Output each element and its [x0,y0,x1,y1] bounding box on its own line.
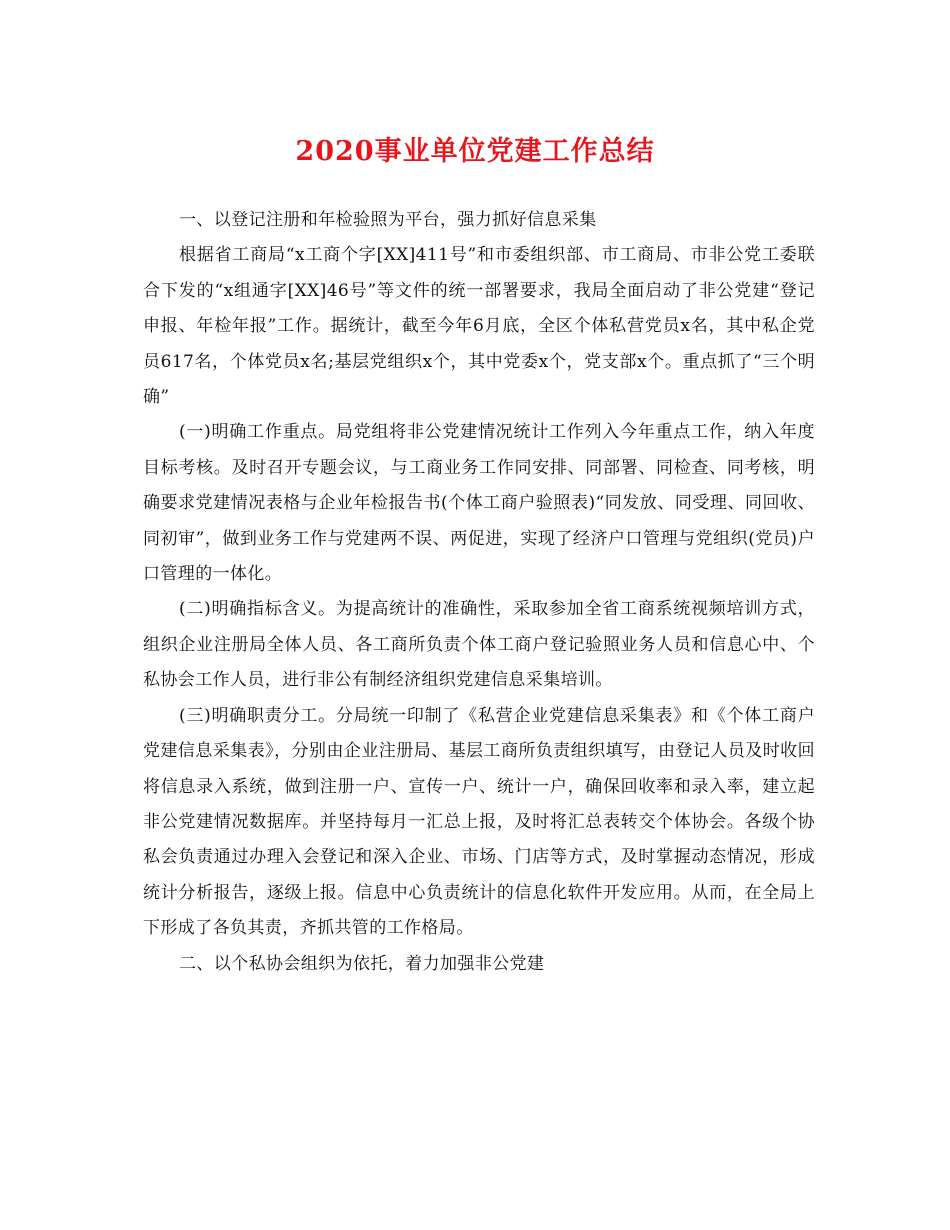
body-paragraph: (二)明确指标含义。为提高统计的准确性，采取参加全省工商系统视频培训方式，组织企业注册局全体人员、各工商所负责个体工商户登记验照业务人员和信息心中、个私协会工作人员，进行非公有制经济组织党建信息采集培训。 [143,599,815,691]
document-title: 2020事业单位党建工作总结 [295,136,655,167]
section-heading-1: 一、以登记注册和年检验照为平台，强力抓好信息采集 [179,210,597,230]
body-paragraph: 根据省工商局“x工商个字[XX]411号”和市委组织部、市工商局、市非公党工委联合下发的“x组通字[XX]46号”等文件的统一部署要求，我局全面启动了非公党建“登记申报、年检年报”工作。据统计，截至今年6月底，全区个体私营党员x名，其中私企党员617名，个体党员x名;基层党组织x个，其中党委x个，党支部x个。重点抓了“三个明确” [143,245,815,408]
section-heading-2: 二、以个私协会组织为依托，着力加强非公党建 [179,953,545,974]
body-paragraph: (一)明确工作重点。局党组将非公党建情况统计工作列入今年重点工作，纳入年度目标考核。及时召开专题会议，与工商业务工作同安排、同部署、同检查、同考核，明确要求党建情况表格与企业年检报告书(个体工商户验照表)“同发放、同受理、同回收、同初审”，做到业务工作与党建两不误、两促进，实现了经济户口管理与党组织(党员)户口管理的一体化。 [143,422,815,585]
document-body [143,203,815,982]
body-paragraph: (三)明确职责分工。分局统一印制了《私营企业党建信息采集表》和《个体工商户党建信息采集表》，分别由企业注册局、基层工商所负责组织填写，由登记人员及时收回将信息录入系统，做到注册一户、宣传一户、统计一户，确保回收率和录入率，建立起非公党建情况数据库。并坚持每月一汇总上报，及时将汇总表转交个体协会。各级个协私会负责通过办理入会登记和深入企业、市场、门店等方式，及时掌握动态情况，形成统计分析报告，逐级上报。信息中心负责统计的信息化软件开发应用。从而，在全局上下形成了各负其责，齐抓共管的工作格局。 [143,705,815,939]
